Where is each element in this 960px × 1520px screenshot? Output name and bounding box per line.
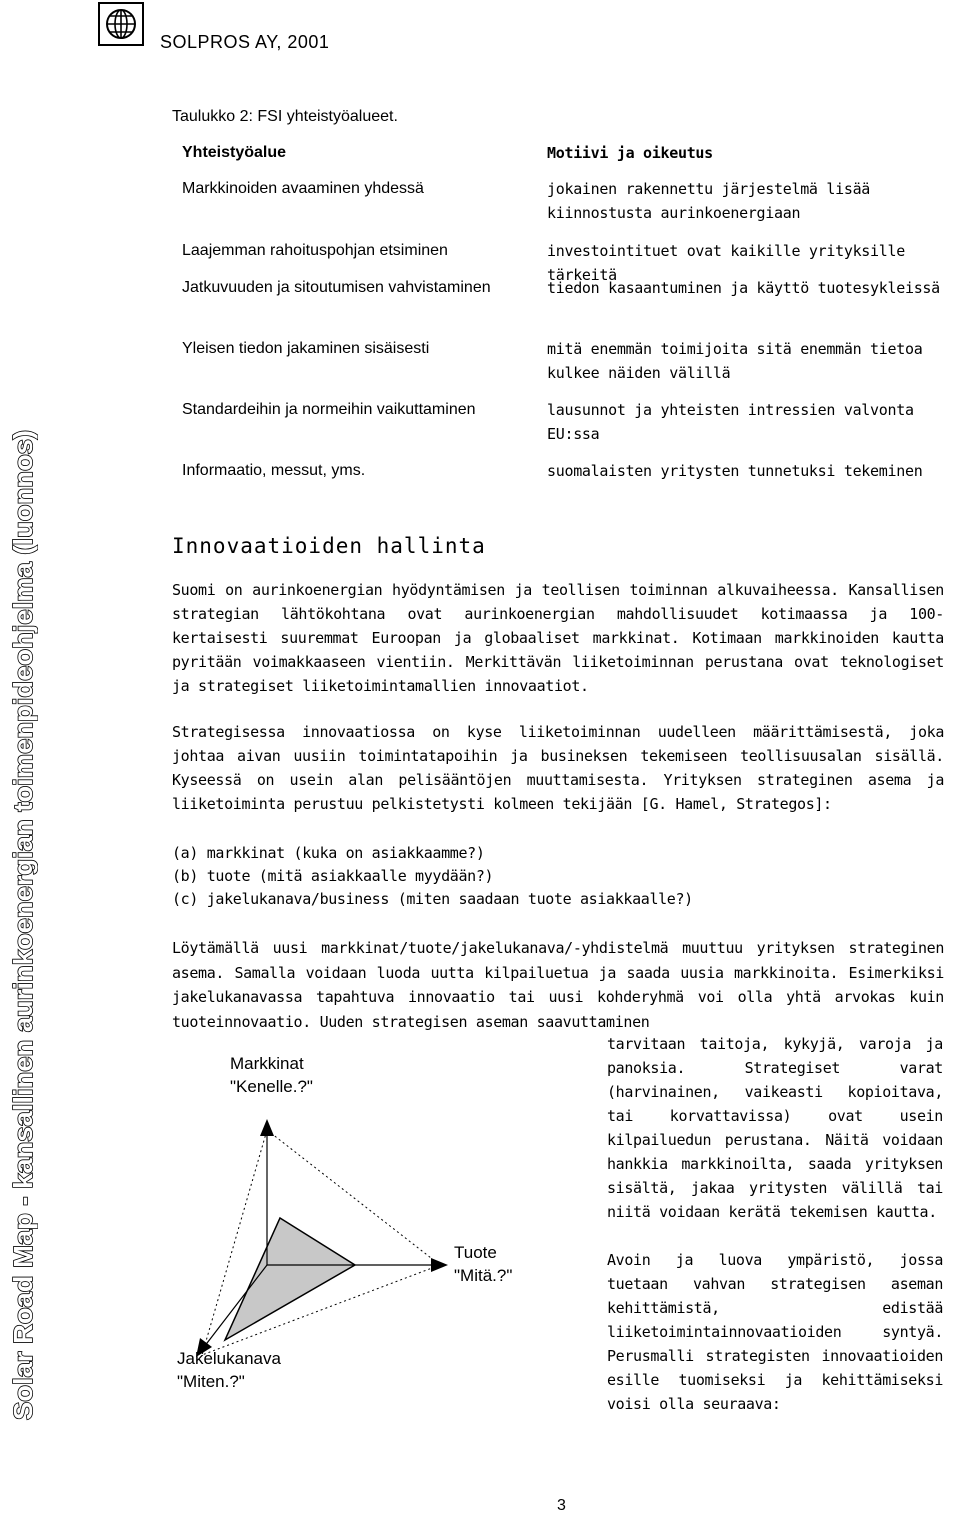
- section-heading: Innovaatioiden hallinta: [172, 534, 486, 558]
- factor-list: [172, 842, 693, 911]
- channel-label: [177, 1347, 281, 1393]
- page-number: 3: [557, 1497, 566, 1514]
- table-header-area: Yhteistyöalue: [182, 144, 287, 161]
- globe-icon: [98, 2, 144, 46]
- product-label-text: Tuote: [454, 1243, 497, 1262]
- markets-arrow-icon: [260, 1119, 274, 1136]
- table-cell-motive: lausunnot ja yhteisten intressien valvonta EU:ssa: [547, 401, 914, 443]
- company-name: SOLPROS AY, 2001: [160, 32, 330, 52]
- sidebar-title: [10, 428, 38, 1428]
- paragraph-intro: Suomi on aurinkoenergian hyödyntämisen ja teollisen toiminnan alkuvaiheessa. Kansallisen strategian lähtökohtana ovat aurinkoenergian mahdollisuudet kotimaassa ja 100-kertaisesti suuremmat Euroopan ja globaaliset markkinat. Kotimaan markkinoiden kautta pyritään voimakkaaseen vientiin. Merkittävän liiketoiminnan perustana ovat teknologiset ja strategiset liiketoimintamallien innovaatiot.: [172, 581, 944, 695]
- table-cell-motive: mitä enemmän toimijoita sitä enemmän tietoa kulkee näiden välillä: [547, 340, 923, 382]
- table-cell-area: Informaatio, messut, yms.: [182, 462, 366, 479]
- inner-filled-triangle: [225, 1218, 355, 1340]
- list-item: (a) markkinat (kuka on asiakkaamme?): [172, 844, 485, 862]
- list-item: (b) tuote (mitä asiakkaalle myydään?): [172, 867, 494, 885]
- table-cell-motive: tiedon kasaantuminen ja käyttö tuotesykleissä: [547, 279, 940, 297]
- channel-question-text: "Miten.?": [177, 1372, 245, 1391]
- table-cell-area: Jatkuvuuden ja sitoutumisen vahvistaminen: [182, 279, 491, 296]
- table-caption: Taulukko 2: FSI yhteistyöalueet.: [172, 108, 398, 125]
- product-question-text: "Mitä.?": [454, 1266, 513, 1285]
- table-cell-area: Standardeihin ja normeihin vaikuttaminen: [182, 401, 476, 418]
- list-item: (c) jakelukanava/business (miten saadaan tuote asiakkaalle?): [172, 890, 693, 908]
- markets-question-text: "Kenelle.?": [230, 1077, 313, 1096]
- markets-label: [230, 1052, 313, 1098]
- table-cell-area: Laajemman rahoituspohjan etsiminen: [182, 242, 448, 259]
- table-header-motive: Motiivi ja oikeutus: [547, 144, 713, 162]
- paragraph-strategic-innovation: Strategisessa innovaatiossa on kyse liiketoiminnan uudelleen määrittämisestä, joka johtaa aivan uusiin toimintatapoihin ja busineksen tekemiseen teollisuusalan sisällä. Kyseessä on usein alan pelisääntöjen muuttamisesta. Yrityksen strateginen asema ja liiketoiminta perustuu pelkistetysti kolmeen tekijään [G. Hamel, Strategos]:: [172, 723, 944, 813]
- channel-label-text: Jakelukanava: [177, 1349, 281, 1368]
- markets-label-text: Markkinat: [230, 1054, 304, 1073]
- sidebar-title-text: Solar Road Map - kansallinen aurinkoenergian toimenpideohjelma (luonnos): [10, 479, 38, 1420]
- paragraph-strategic-assets: tarvitaan taitoja, kykyjä, varoja ja panoksia. Strategiset varat (harvinainen, vaikeasti kopioitava, tai korvattavissa) ovat usein kilpailuedun perustana. Näitä voidaan hankkia markkinoilta, saada yrityksen sisältä, jakaa yritysten välillä tai niitä voidaan kerätä tekemisen kautta.: [607, 1035, 943, 1221]
- strategy-triangle-diagram: [172, 1050, 592, 1400]
- paragraph-open-environment: Avoin ja luova ympäristö, jossa tuetaan vahvan strategisen aseman kehittämistä, edistää liiketoimintainnovaatioiden syntyä. Perusmalli strategisten innovaatioiden esille tuomiseksi ja kehittämiseksi voisi olla seuraava:: [607, 1251, 943, 1413]
- table-cell-motive: jokainen rakennettu järjestelmä lisää kiinnostusta aurinkoenergiaan: [547, 180, 871, 222]
- paragraph-new-combination: Löytämällä uusi markkinat/tuote/jakelukanava/-yhdistelmä muuttuu yrityksen strateginen asema. Samalla voidaan luoda uutta kilpailuetua ja saada uusia markkinoita. Esimerkiksi jakelukanavassa tapahtuva innovaatio tai uusi kohderyhmä voi olla yhtä arvokas kuin tuoteinnovaatio. Uuden strategisen aseman saavuttaminen: [172, 939, 944, 1031]
- table-cell-area: Markkinoiden avaaminen yhdessä: [182, 180, 424, 197]
- cooperation-table: [172, 141, 950, 492]
- table-cell-motive: suomalaisten yritysten tunnetuksi tekeminen: [547, 462, 923, 480]
- product-arrow-icon: [431, 1258, 448, 1272]
- product-label: [454, 1241, 512, 1287]
- table-cell-area: Yleisen tiedon jakaminen sisäisesti: [182, 340, 430, 357]
- table-cell-motive: investointituet ovat kaikille yrityksille tärkeitä: [547, 242, 905, 284]
